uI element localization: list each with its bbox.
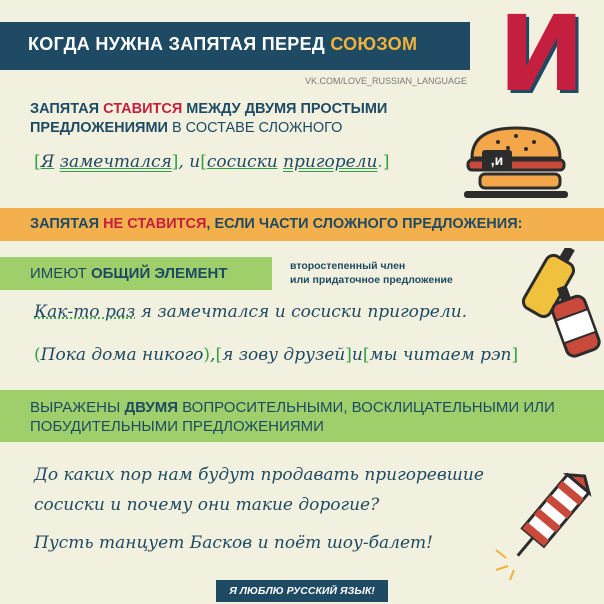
example-1: [Я замечтался], и[сосиски пригорели.] [34, 152, 390, 172]
title-text: КОГДА НУЖНА ЗАПЯТАЯ ПЕРЕД [28, 34, 331, 54]
example-5: Пусть танцует Басков и поёт шоу-балет! [34, 533, 433, 553]
title-highlight: СОЮЗОМ [330, 34, 418, 54]
subject: Я [40, 152, 55, 172]
example-4: До каких пор нам будут продавать пригоревшие сосиски и почему они такие дорогие? [34, 465, 484, 515]
example-2: Как-то раз я замечтался и сосиски пригорели. [34, 302, 468, 322]
subject: сосиски [206, 152, 278, 172]
banner-no-comma-text: ЗАПЯТАЯ НЕ СТАВИТСЯ, ЕСЛИ ЧАСТИ СЛОЖНОГО ПРЕДЛОЖЕНИЯ: [30, 216, 523, 232]
banner-common-element-text: ИМЕЮТ ОБЩИЙ ЭЛЕМЕНТ [30, 265, 228, 282]
rule-keyword-stavitsya: СТАВИТСЯ [103, 101, 183, 117]
predicate: пригорели [283, 152, 378, 172]
firework-rocket-icon [492, 462, 600, 582]
example-3: (Пока дома никого),[я зову друзей]и[мы читаем рэп] [34, 345, 519, 365]
banner-two-sentences-text: ВЫРАЖЕНЫ ДВУМЯ ВОПРОСИТЕЛЬНЫМИ, ВОСКЛИЦАТЕЛЬНЫМИ ИЛИ ПОБУДИТЕЛЬНЫМИ ПРЕДЛОЖЕНИЯМИ [30, 399, 555, 435]
big-letter-logo: И [498, 0, 586, 115]
common-element: Как-то раз [34, 302, 136, 322]
source-link[interactable]: VK.COM/LOVE_RUSSIAN_LANGUAGE [305, 76, 468, 86]
note-common-element: второстепенный член или придаточное предложение [290, 260, 453, 286]
footer-badge: Я ЛЮБЛЮ РУССКИЙ ЯЗЫК! [216, 580, 388, 602]
burger-icon [458, 118, 578, 200]
page-title [28, 34, 417, 55]
sauce-bottles-icon [520, 248, 604, 360]
predicate: замечтался [59, 152, 172, 172]
burger-label: ,и [482, 150, 512, 170]
rule-comma-required: ЗАПЯТАЯ СТАВИТСЯ МЕЖДУ ДВУМЯ ПРОСТЫМИ ПРЕДЛОЖЕНИЯМИ В СОСТАВЕ СЛОЖНОГО [30, 101, 388, 136]
